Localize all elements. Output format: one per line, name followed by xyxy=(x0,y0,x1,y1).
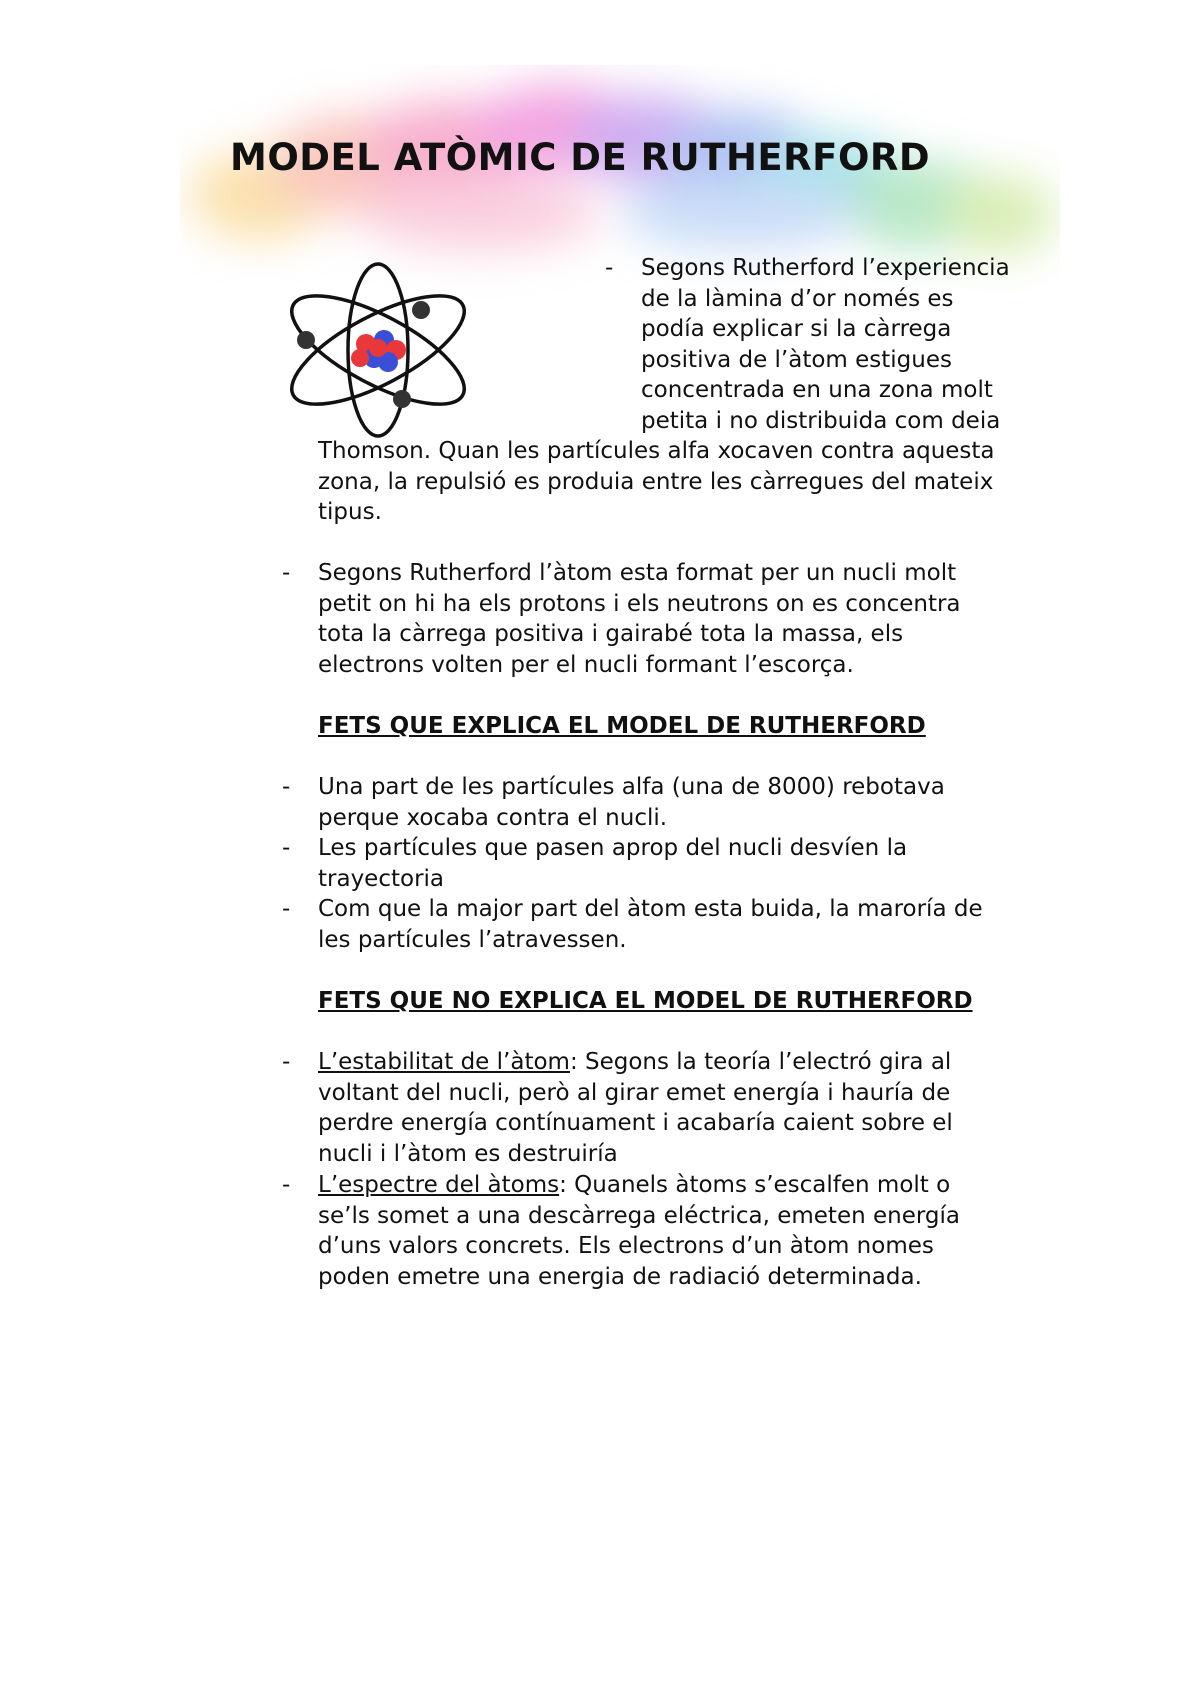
atom-icon xyxy=(278,262,478,442)
explains-heading: FETS QUE EXPLICA EL MODEL DE RUTHERFORD xyxy=(318,713,926,739)
text-line: Les partícules que pasen aprop del nucli desvíen la xyxy=(318,835,908,861)
bullet-marker: - xyxy=(282,1172,291,1198)
atom-structure-paragraph xyxy=(318,558,1048,680)
page-title: MODEL ATÒMIC DE RUTHERFORD xyxy=(230,136,931,179)
spectrum-text: : Quanels àtoms s’escalfen molt o xyxy=(559,1172,951,1198)
nucleus xyxy=(351,330,406,372)
spectrum-item xyxy=(318,1170,1048,1292)
text-line: de la làmina d’or només es xyxy=(641,285,954,312)
text-line xyxy=(318,1047,1048,1078)
text-line: podía explicar si la càrrega xyxy=(641,316,952,343)
text-line: petita i no distribuida com deia xyxy=(641,407,1001,434)
text-line: perque xocaba contra el nucli. xyxy=(318,804,668,831)
text-line xyxy=(318,1170,1048,1201)
text-line: Segons Rutherford l’àtom esta format per un nucli molt xyxy=(318,560,957,586)
bullet-marker: - xyxy=(282,560,291,586)
bullet-marker: - xyxy=(282,835,291,861)
text-line: perdre energía contínuament i acabaría caient sobre el xyxy=(318,1110,953,1137)
text-line: petit on hi ha els protons i els neutrons on es concentra xyxy=(318,590,961,617)
text-line: zona, la repulsió es produia entre les càrregues del mateix xyxy=(318,468,994,495)
text-line: Una part de les partícules alfa (una de 8000) rebotava xyxy=(318,774,945,800)
text-line: Segons Rutherford l’experiencia xyxy=(641,255,1010,281)
text-line: Com que la major part del àtom esta buida, la maroría de xyxy=(318,896,983,922)
stability-label: L’estabilitat de l’àtom xyxy=(318,1049,570,1075)
stability-item xyxy=(318,1047,1048,1169)
text-line: positiva de l’àtom estigues xyxy=(641,346,952,373)
text-line: d’uns valors concrets. Els electrons d’un àtom nomes xyxy=(318,1233,934,1260)
bullet-marker: - xyxy=(282,1049,291,1075)
text-line: les partícules l’atravessen. xyxy=(318,926,627,953)
explains-item xyxy=(318,833,1048,894)
intro-paragraph-top xyxy=(641,253,1061,437)
stability-text: : Segons la teoría l’electró gira al xyxy=(569,1049,952,1075)
text-line: electrons volten per el nucli formant l’escorça. xyxy=(318,651,854,678)
text-line: concentrada en una zona molt xyxy=(641,377,993,404)
text-line: tota la càrrega positiva i gairabé tota la massa, els xyxy=(318,621,904,648)
spectrum-label: L’espectre del àtoms xyxy=(318,1172,560,1198)
text-line: trayectoria xyxy=(318,865,445,892)
text-line: se’ls somet a una descàrrega eléctrica, emeten energía xyxy=(318,1202,961,1229)
explains-item xyxy=(318,772,1048,833)
explains-item xyxy=(318,894,1048,955)
bullet-marker: - xyxy=(282,896,291,922)
text-line: voltant del nucli, però al girar emet energía i hauría de xyxy=(318,1079,951,1106)
bullet-marker: - xyxy=(282,774,291,800)
text-line: tipus. xyxy=(318,499,382,526)
intro-paragraph-continued xyxy=(318,436,1048,528)
not-explains-heading: FETS QUE NO EXPLICA EL MODEL DE RUTHERFORD xyxy=(318,988,973,1014)
text-line: poden emetre una energia de radiació determinada. xyxy=(318,1263,922,1290)
text-line: Thomson. Quan les partícules alfa xocaven contra aquesta xyxy=(318,438,995,464)
bullet-marker: - xyxy=(605,255,614,281)
text-line: nucli i l’àtom es destruiría xyxy=(318,1140,618,1167)
